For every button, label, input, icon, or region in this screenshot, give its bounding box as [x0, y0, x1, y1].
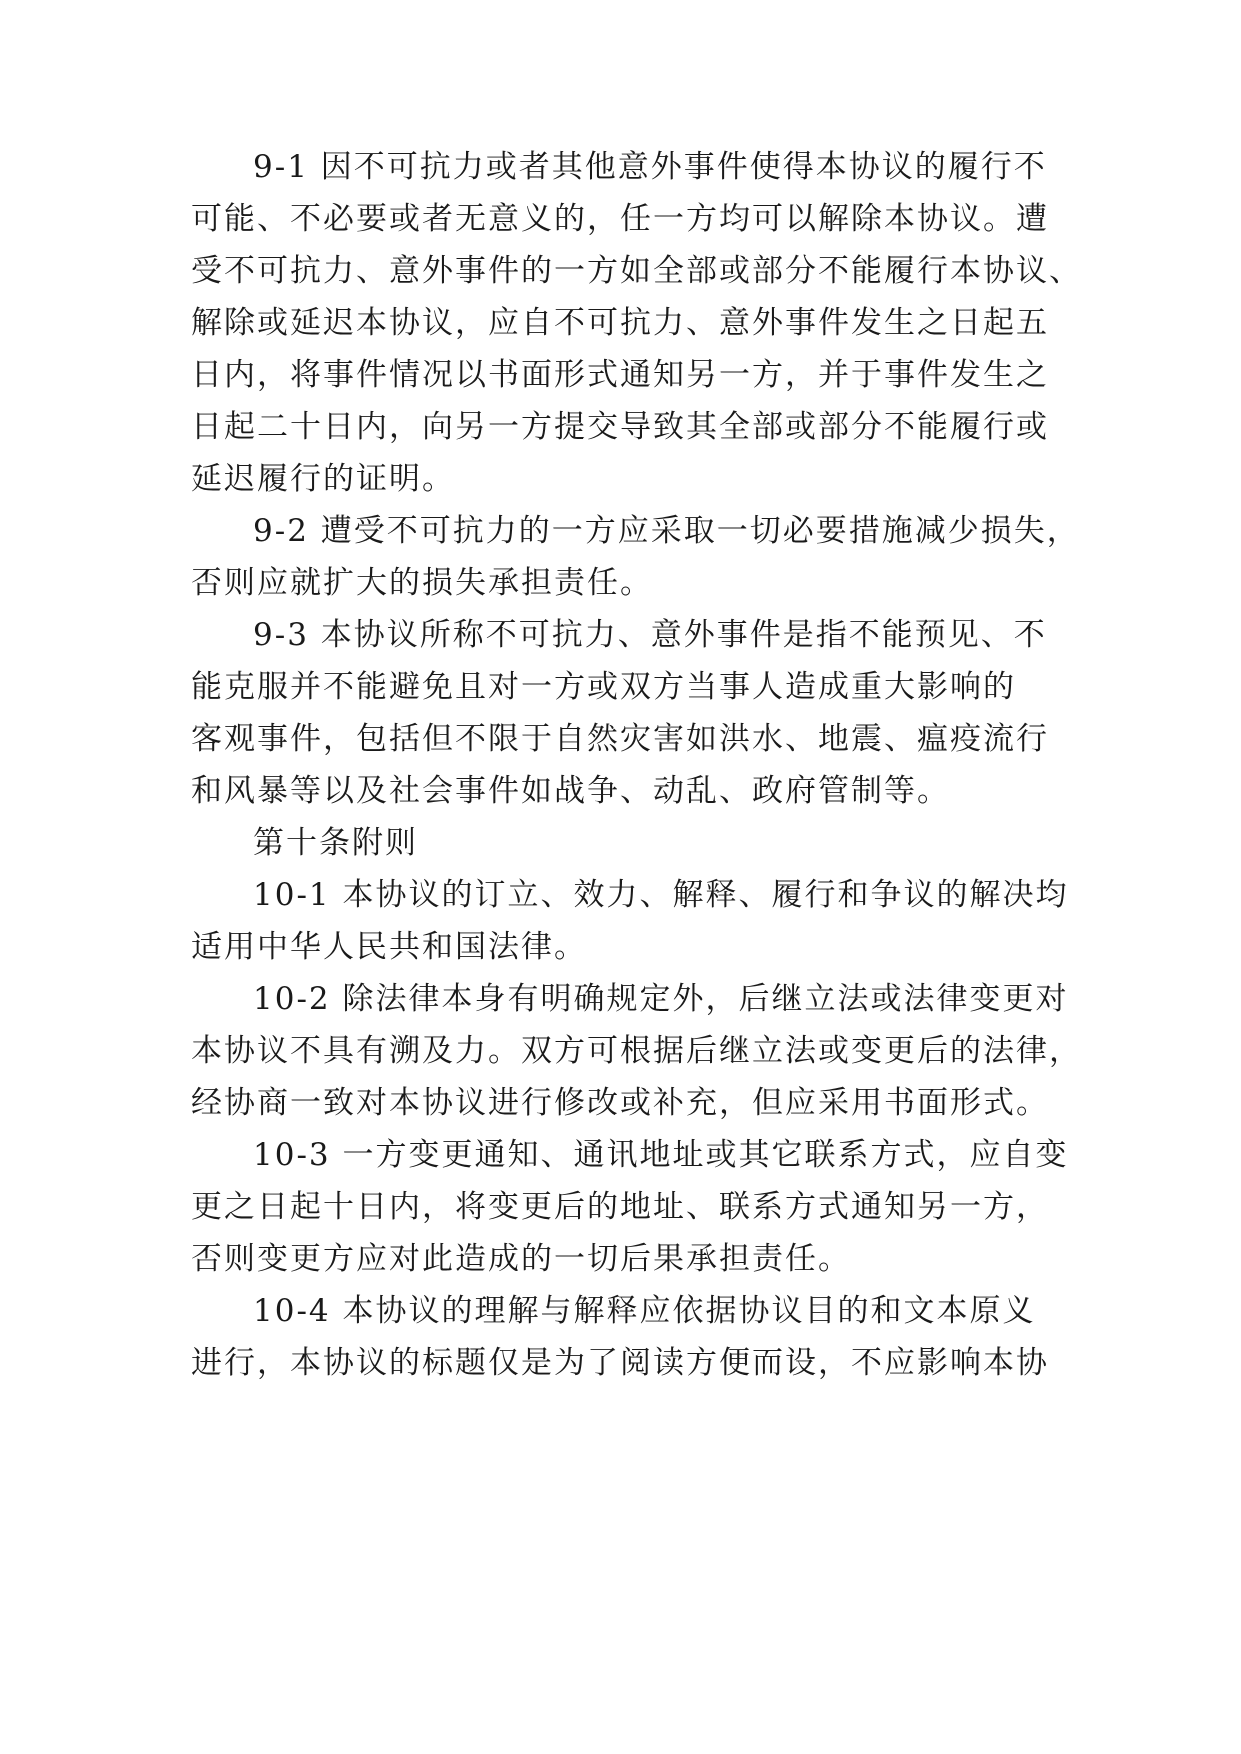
- text-line: 9-3 本协议所称不可抗力、意外事件是指不能预见、不: [253, 617, 1047, 653]
- text-line: 10-4 本协议的理解与解释应依据协议目的和文本原义: [253, 1293, 1036, 1329]
- text-line: 日内，将事件情况以书面形式通知另一方，并于事件发生之: [191, 357, 1049, 393]
- text-line: 和风暴等以及社会事件如战争、动乱、政府管制等。: [191, 773, 950, 809]
- text-line: 能克服并不能避免且对一方或双方当事人造成重大影响的: [191, 669, 1016, 705]
- text-line: 否则变更方应对此造成的一切后果承担责任。: [191, 1241, 851, 1277]
- section-heading: 第十条附则: [253, 825, 418, 861]
- text-line: 日起二十日内，向另一方提交导致其全部或部分不能履行或: [191, 409, 1049, 445]
- text-line: 本协议不具有溯及力。双方可根据后继立法或变更后的法律，: [191, 1033, 1082, 1069]
- text-line: 更之日起十日内，将变更后的地址、联系方式通知另一方，: [191, 1189, 1049, 1225]
- text-line: 客观事件，包括但不限于自然灾害如洪水、地震、瘟疫流行: [191, 721, 1049, 757]
- text-line: 否则应就扩大的损失承担责任。: [191, 565, 653, 601]
- text-line: 9-1 因不可抗力或者其他意外事件使得本协议的履行不: [253, 149, 1047, 185]
- text-line: 9-2 遭受不可抗力的一方应采取一切必要措施减少损失，: [253, 513, 1080, 549]
- text-line: 10-2 除法律本身有明确规定外，后继立法或法律变更对: [253, 981, 1069, 1017]
- text-line: 可能、不必要或者无意义的，任一方均可以解除本协议。遭: [191, 201, 1049, 237]
- text-line: 适用中华人民共和国法律。: [191, 929, 587, 965]
- text-line: 解除或延迟本协议，应自不可抗力、意外事件发生之日起五: [191, 305, 1049, 341]
- text-line: 受不可抗力、意外事件的一方如全部或部分不能履行本协议、: [191, 253, 1082, 289]
- text-line: 进行，本协议的标题仅是为了阅读方便而设，不应影响本协: [191, 1345, 1049, 1381]
- text-line: 10-3 一方变更通知、通讯地址或其它联系方式，应自变: [253, 1137, 1069, 1173]
- text-line: 经协商一致对本协议进行修改或补充，但应采用书面形式。: [191, 1085, 1049, 1121]
- text-line: 延迟履行的证明。: [191, 461, 455, 497]
- text-line: 10-1 本协议的订立、效力、解释、履行和争议的解决均: [253, 877, 1069, 913]
